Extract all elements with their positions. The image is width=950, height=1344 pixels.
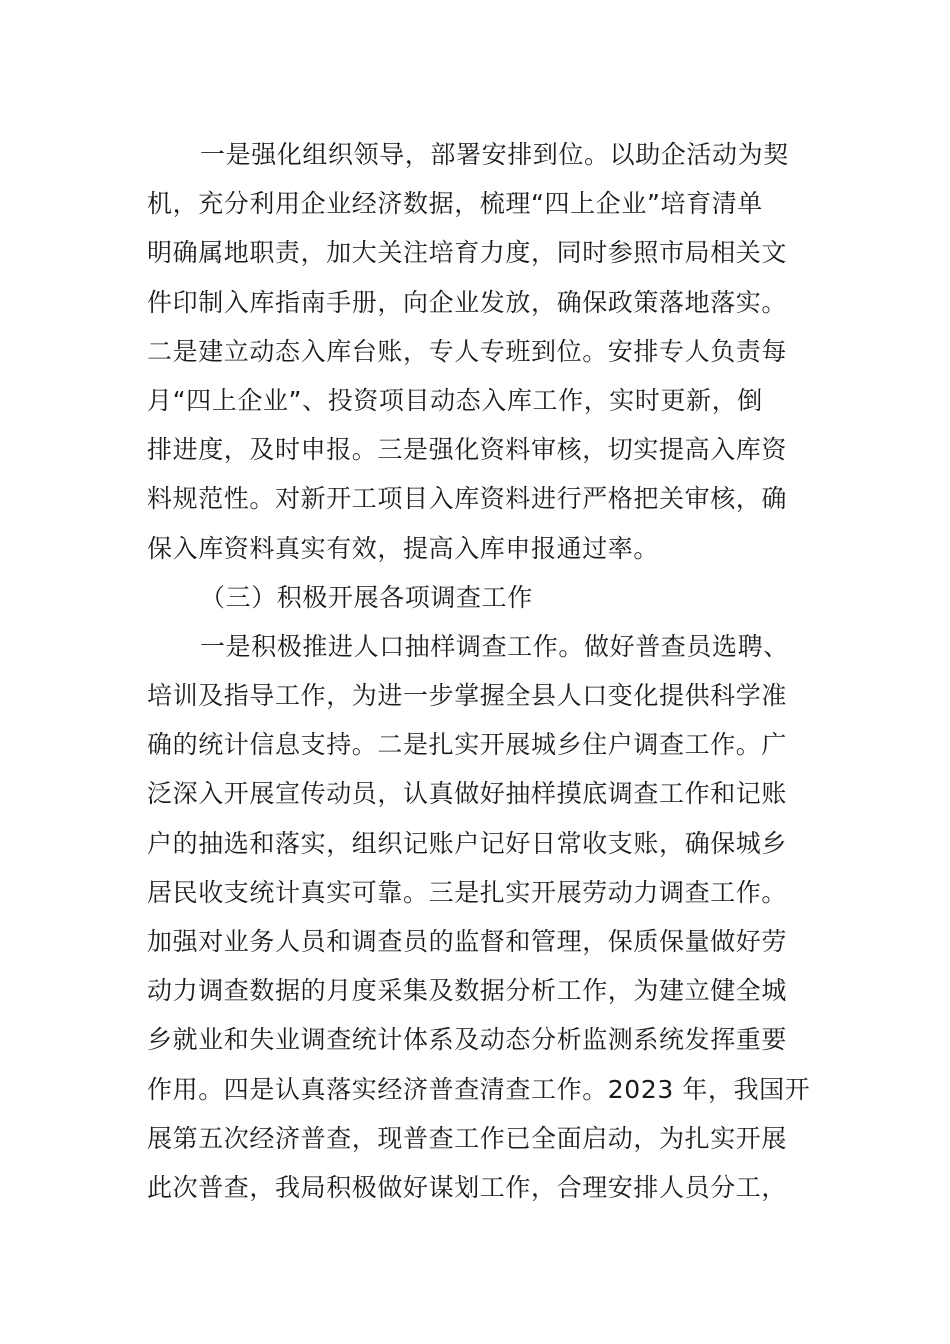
paragraph-line: 明确属地职责，加大关注培育力度，同时参照市局相关文: [147, 238, 788, 268]
body-text: [147, 130, 811, 1212]
paragraph-line: 作用。四是认真落实经济普查清查工作。2023 年，我国开: [147, 1074, 811, 1104]
paragraph-line: 件印制入库指南手册，向企业发放，确保政策落地落实。: [147, 287, 788, 317]
paragraph-line: 此次普查，我局积极做好谋划工作，合理安排人员分工，: [147, 1172, 788, 1202]
paragraph-line: 料规范性。对新开工项目入库资料进行严格把关审核，确: [147, 484, 788, 514]
paragraph-line: 户的抽选和落实，组织记账户记好日常收支账，确保城乡: [147, 828, 788, 858]
paragraph-line: 二是建立动态入库台账，专人专班到位。安排专人负责每: [147, 336, 788, 366]
paragraph-line: 动力调查数据的月度采集及数据分析工作，为建立健全城: [147, 976, 788, 1006]
paragraph-line: 排进度，及时申报。三是强化资料审核，切实提高入库资: [147, 435, 788, 465]
paragraph-line: 培训及指导工作，为进一步掌握全县人口变化提供科学准: [147, 681, 788, 711]
paragraph-line: 一是积极推进人口抽样调查工作。做好普查员选聘、: [200, 631, 789, 661]
paragraph-line: 展第五次经济普查，现普查工作已全面启动，为扎实开展: [147, 1123, 788, 1153]
paragraph-line: 居民收支统计真实可靠。三是扎实开展劳动力调查工作。: [147, 877, 788, 907]
paragraph-line: 泛深入开展宣传动员，认真做好抽样摸底调查工作和记账: [147, 779, 788, 809]
paragraph-line: 保入库资料真实有效，提高入库申报通过率。: [147, 533, 660, 563]
section-heading: （三）积极开展各项调查工作: [200, 582, 533, 612]
paragraph-line: 加强对业务人员和调查员的监督和管理，保质保量做好劳: [147, 927, 788, 956]
paragraph-line: 确的统计信息支持。二是扎实开展城乡住户调查工作。广: [147, 730, 788, 760]
paragraph-line: 月“四上企业”、投资项目动态入库工作，实时更新，倒: [147, 385, 763, 415]
paragraph-line: 乡就业和失业调查统计体系及动态分析监测系统发挥重要: [147, 1025, 788, 1055]
paragraph-line: 一是强化组织领导，部署安排到位。以助企活动为契: [200, 140, 789, 169]
paragraph-line: 机，充分利用企业经济数据，梳理“四上企业”培育清单: [147, 189, 763, 219]
